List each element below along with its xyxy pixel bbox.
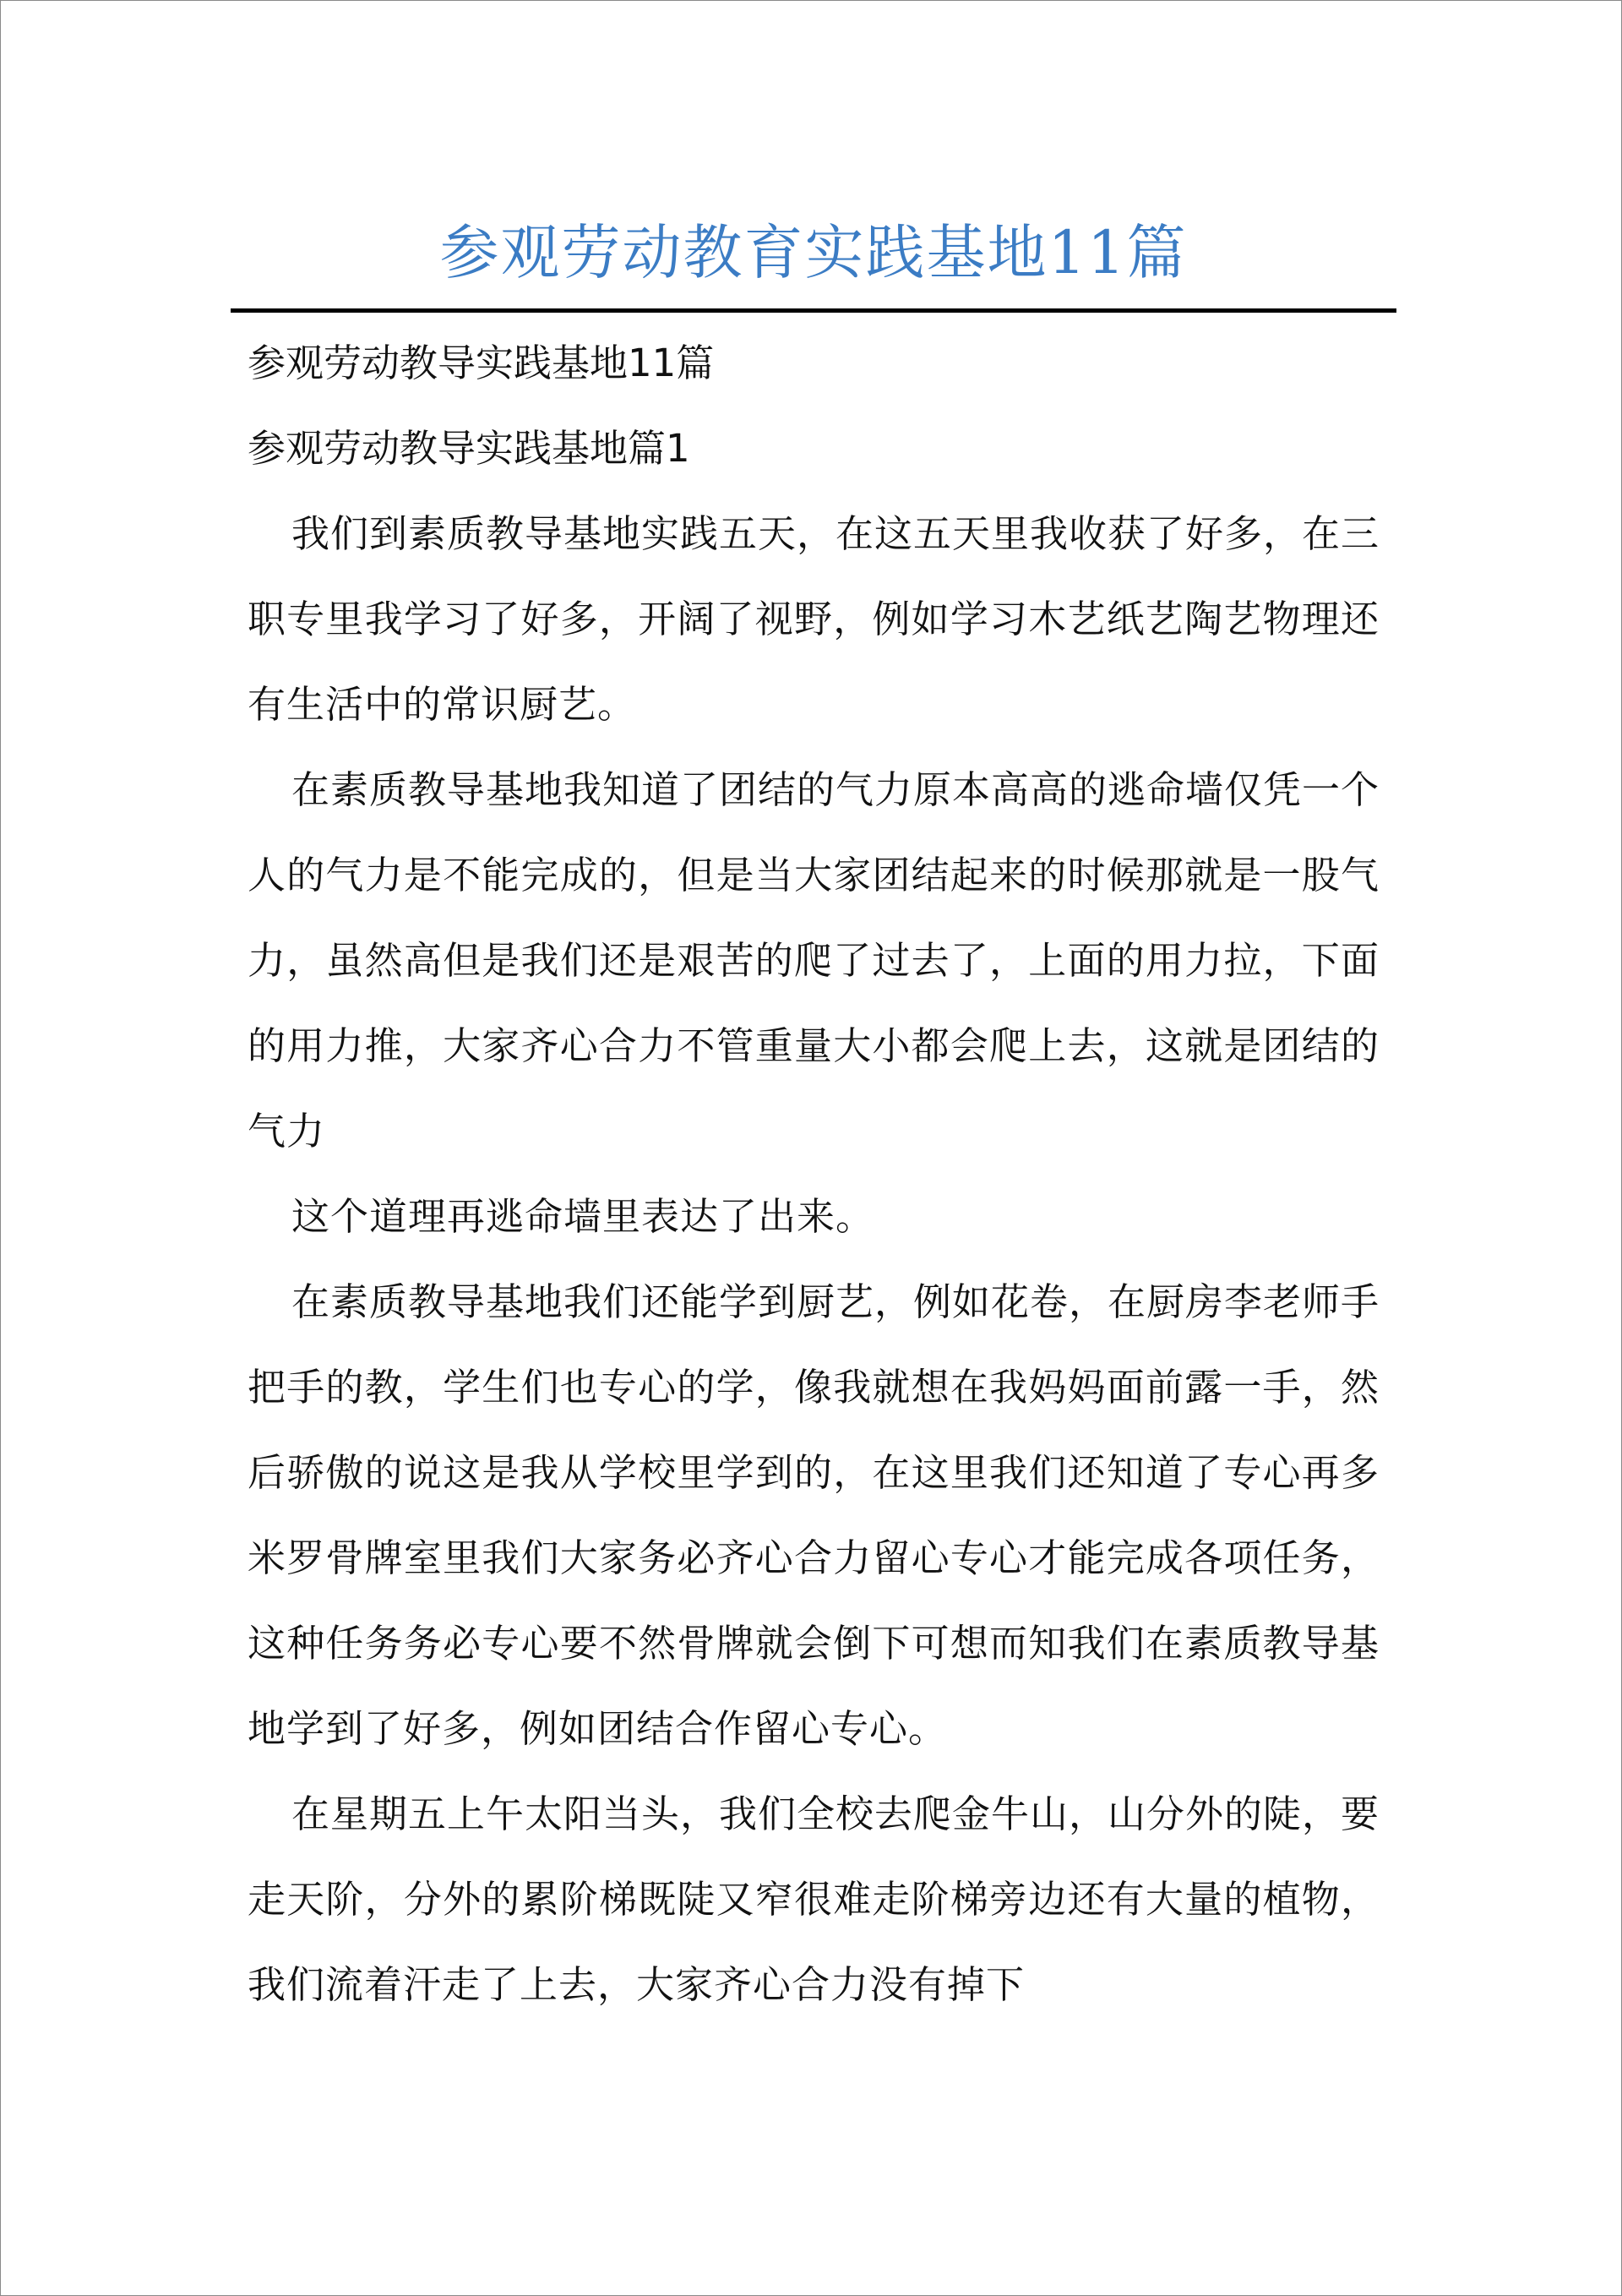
document-subtitle: 参观劳动教导实践基地11篇 [248, 341, 715, 385]
title-divider [231, 308, 1396, 313]
paragraph: 在星期五上午太阳当头，我们全校去爬金牛山，山分外的陡，要走天阶，分外的累阶梯既陡又窄很难走阶梯旁边还有大量的植物，我们流着汗走了上去，大家齐心合力没有掉下 [248, 1792, 1380, 2007]
document-body [248, 320, 1380, 2027]
paragraph: 在素质教导基地我们还能学到厨艺，例如花卷，在厨房李老师手把手的教，学生们也专心的学，像我就想在我妈妈面前露一手，然后骄傲的说这是我从学校里学到的，在这里我们还知道了专心再多米罗骨牌室里我们大家务必齐心合力留心专心才能完成各项任务，这种任务务必专心要不然骨牌就会倒下可想而知我们在素质教导基地学到了好多，例如团结合作留心专心。 [248, 1279, 1380, 1751]
paragraph: 在素质教导基地我知道了团结的气力原本高高的逃命墙仅凭一个人的气力是不能完成的，但是当大家团结起来的时候那就是一股气力，虽然高但是我们还是艰苦的爬了过去了，上面的用力拉，下面的用力推，大家齐心合力不管重量大小都会爬上去，这就是团结的气力 [248, 767, 1380, 1153]
paragraph: 这个道理再逃命墙里表达了出来。 [291, 1194, 875, 1239]
paragraph: 我们到素质教导基地实践五天，在这五天里我收获了好多，在三职专里我学习了好多，开阔了视野，例如学习木艺纸艺陶艺物理还有生活中的常识厨艺。 [248, 511, 1380, 727]
document-title: 参观劳动教育实践基地11篇 [439, 218, 1188, 287]
section-heading: 参观劳动教导实践基地篇1 [248, 426, 690, 471]
